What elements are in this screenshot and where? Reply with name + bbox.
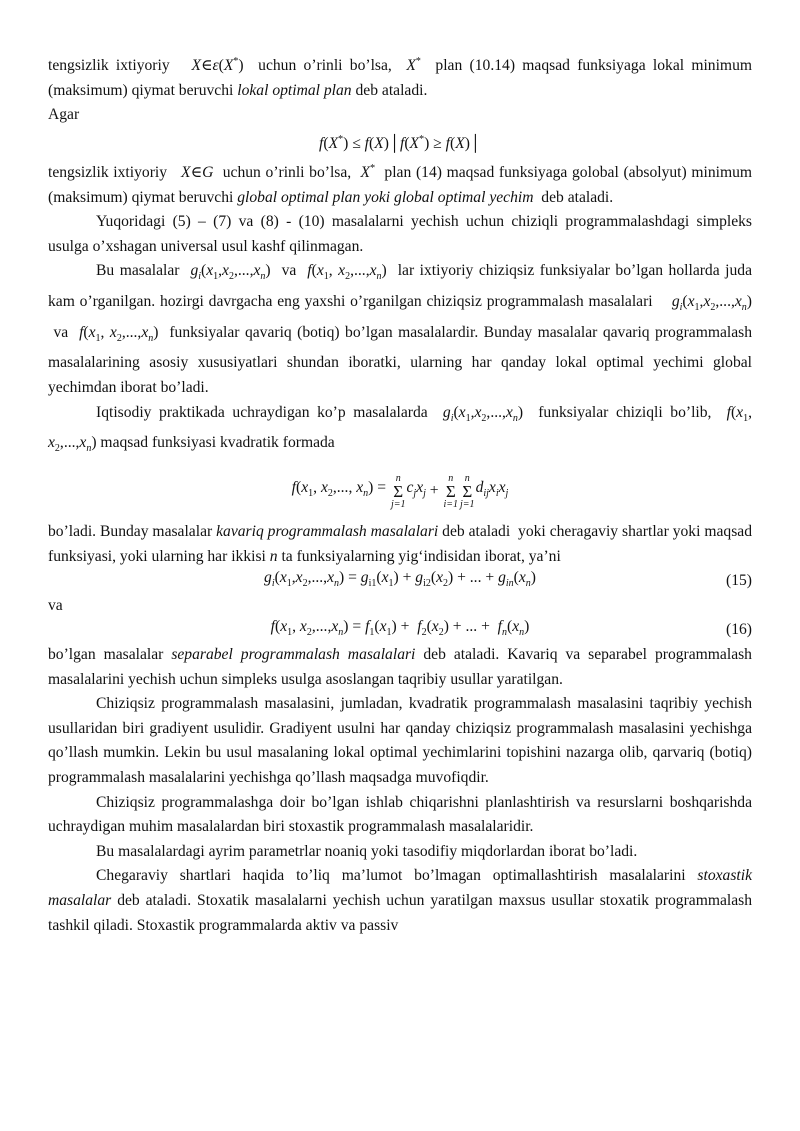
paragraph-p3: tengsizlik ixtiyoriy X∈G uchun o’rinli bo’lsa, X* plan (14) maqsad funksiyaga golobal (absolyut) minimum (maksimum) qiymat beruvchi global optimal plan yoki global optimal yechim deb ataladi. [48, 162, 753, 206]
paragraph-p8: bo’lgan masalalar separabel programmalash masalalari deb ataladi. Kavariq va separabel programmalash masalalarini yechish uchun simpleks usulga asoslangan taqribiy usullar yaratilgan. [48, 645, 752, 688]
equation-15-number: (15) [726, 572, 752, 590]
conjunction-va: va [48, 596, 63, 614]
sum-symbol-i: n Σ i=1 [443, 472, 459, 510]
equation-eq1: f(X*) ≤ f(X)│f(X*) ≥ f(X)│ [319, 133, 481, 153]
sum-symbol-j2: n Σ j=1 [460, 472, 475, 510]
equation-16-number: (16) [726, 621, 752, 639]
text-block-1 [48, 50, 752, 462]
text-block-3 [48, 643, 752, 938]
paragraph-p12: Chegaraviy shartlari haqida to’liq ma’lumot bo’lmagan optimallashtirish masalalarini stoxastik masalalar deb ataladi. Stoxatik masalalarni yechish uchun yaratilgan maxsus usullar stoxatik programmalash tashkil qiladi. Stoxastik programmalarda aktiv va passiv [48, 867, 752, 934]
paragraph-p9: Chiziqsiz programmalash masalasini, jumladan, kvadratik programmalash masalasini taqribiy yechish usullaridan biri gradiyent usulidir. Gradiyent usulni har qanday chiziqsiz programmalash masalasini yechishga qo’llash mumkin. Lekin bu usul masalaning lokal optimal yechimlarini topishini nazarga olib, qarvariq (botiq) programmalash masalalarini yechishga qo’llash maqsadga muvofiqdir. [48, 695, 752, 786]
sum-symbol-j: n Σ j=1 [390, 472, 406, 510]
equation-16 [48, 618, 752, 643]
paragraph-p6: Iqtisodiy praktikada uchraydigan ko’p masalalarda $g_i(x_1,x_2,...,x_n)$ funksiyalar chiziqli bo’lib, $f(x_1$, $x_2,...,x_n$) maqsad funksiyasi kvadratik formada [48, 403, 752, 455]
quadratic-form-equation: $f(x_1$, $x_2$,..., $x_n$) = n Σ j=1 $c_jx_j$ + n Σ i=1 n Σ j=1 $d_{ij}x_ix_j$ [291, 472, 509, 510]
text-block-2 [48, 520, 752, 569]
paragraph-p10: Chiziqsiz programmalashga doir bo’lgan ishlab chiqarishni planlashtirish va resurslarni boshqarishda uchraydigan muhim masalalardan biri stoxastik programmalash masalalaridir. [48, 793, 752, 836]
paragraph-p11: Bu masalalardagi ayrim parametrlar noaniq yoki tasodifiy miqdorlardan iborat bo’ladi. [96, 842, 638, 860]
paragraph-p4: Yuqoridagi (5) – (7) va (8) - (10) masalalarni yechish uchun chiziqli programmalashdagi simpleks usulga o’xshagan universal usul kashf qilinmagan. [48, 213, 752, 255]
paragraph-p5: Bu masalalar $g_i(x_1,x_2,...,x_n)$ va $f(x_1$, $x_2,...,x_n$) lar ixtiyoriy chiziqsiz funksiyalar bo’lgan hollarda juda kam o’rganilgan. hozirgi davrgacha eng yaxshi o’rganilgan chiziqsiz programmalash masalalari $g_i(x_1,x_2,...,x_n)$ va $f(x_1$, $x_2,...,x_n$) funksiyalar qavariq (botiq) bo’lgan masalalardir. Bunday masalalar qavariq programmalash masalalarining asosiy xususiyatlari shundan iboratki, ularning har qanday lokal optimal yechimi global yechimdan iborat bo’ladi. [48, 262, 753, 397]
paragraph-p1: tengsizlik ixtiyoriy X∈ε(X*) uchun o’rinli bo’lsa, X* plan (10.14) maqsad funksiyaga lokal minimum (maksimum) qiymat beruvchi lokal optimal plan deb ataladi. [48, 56, 752, 99]
paragraph-p7: bo’ladi. Bunday masalalar kavariq programmalash masalalari deb ataladi yoki cheragaviy shartlar yoki maqsad funksiyasi, yoki ularning har ikkisi n ta funksiyalarning yig‘indisidan iborat, ya’ni [48, 523, 752, 565]
paragraph-p2: Agar [48, 106, 80, 124]
equation-15-body: $g_i(x_1,x_2,...,x_n) = g_{i1}(x_1) + g_{i2}(x_2)$ + ... + $g_{in}(x_n)$ [264, 569, 536, 590]
equation-15 [48, 569, 752, 594]
equation-16-body: $f(x_1$, $x_2,...,x_n) = f_1(x_1) + f_2(x_2)$ + ... + $f_n(x_n)$ [270, 618, 530, 639]
document-page [48, 50, 752, 938]
